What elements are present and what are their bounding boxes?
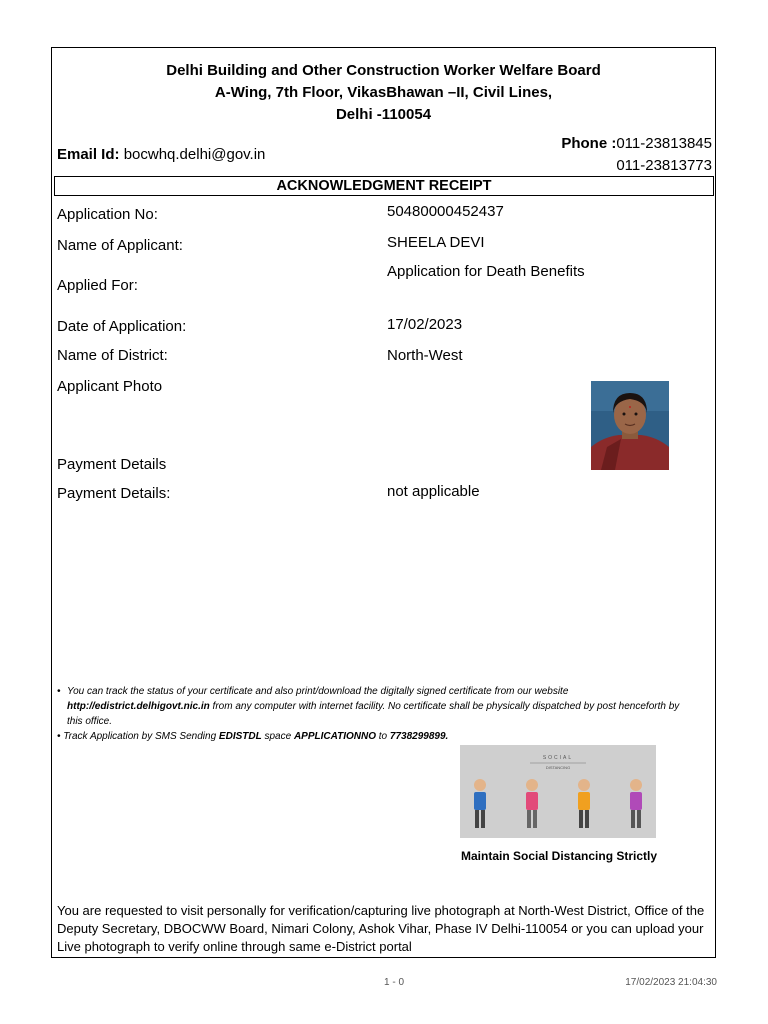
applicant-name-label: Name of Applicant: <box>57 237 183 254</box>
receipt-title: ACKNOWLEDGMENT RECEIPT <box>54 176 714 196</box>
print-timestamp: 17/02/2023 21:04:30 <box>625 977 717 988</box>
org-address-line1: A-Wing, 7th Floor, VikasBhawan –II, Civil Lines, <box>214 84 553 101</box>
sms-keyword: EDISTDL <box>218 731 262 742</box>
sms-number: 7738299899. <box>389 731 449 742</box>
email-label: Email Id: <box>57 146 120 163</box>
tracking-note-line3: this office. <box>67 716 113 727</box>
applied-for-label: Applied For: <box>57 277 138 294</box>
tracking-note-line1: You can track the status of your certificate and also print/download the digitally signed certificate from our website <box>67 686 569 697</box>
district-label: Name of District: <box>57 347 168 364</box>
app-no-value: 50480000452437 <box>387 203 504 220</box>
page-number: 1 - 0 <box>384 977 405 988</box>
date-label: Date of Application: <box>57 318 187 335</box>
email-row <box>57 146 265 163</box>
app-no-label: Application No: <box>57 206 158 223</box>
sms-appno: APPLICATIONNO <box>293 731 376 742</box>
payment-value: not applicable <box>387 483 480 500</box>
applied-for-value: Application for Death Benefits <box>387 263 585 280</box>
phone-row <box>561 135 712 152</box>
date-value: 17/02/2023 <box>387 316 463 333</box>
social-distancing-image <box>460 745 656 838</box>
tracking-note <box>67 684 713 729</box>
tracking-note-line2: http://edistrict.delhigovt.nic.in from any computer with internet facility. No certificate shall be physically dispatched by post henceforth by <box>67 701 680 712</box>
distancing-text: DISTANCING <box>545 765 571 770</box>
phone-value-2: 011-23813773 <box>616 157 712 174</box>
social-distancing-caption: Maintain Social Distancing Strictly <box>461 849 658 863</box>
applicant-photo <box>591 381 669 470</box>
website-link[interactable]: http://edistrict.delhigovt.nic.in <box>67 701 210 712</box>
payment-label: Payment Details: <box>57 485 171 502</box>
payment-heading: Payment Details <box>57 456 167 473</box>
phone-label: Phone : <box>561 135 617 152</box>
applicant-photo-label: Applicant Photo <box>57 378 163 395</box>
email-value: bocwhq.delhi@gov.in <box>123 146 266 163</box>
sms-note: • Track Application by SMS Sending EDISTDL space APPLICATIONNO to 7738299899. <box>57 731 449 742</box>
bullet-icon: • <box>57 686 61 697</box>
social-text: SOCIAL <box>542 755 574 761</box>
district-value: North-West <box>387 347 463 364</box>
org-address-line2: Delhi -110054 <box>335 106 432 123</box>
phone-value-1: 011-23813845 <box>616 135 712 152</box>
verification-instructions: You are requested to visit personally for verification/capturing live photograph at North-West District, Office of the Deputy Secretary, DBOCWW Board, Nimari Colony, Ashok Vihar, Phase IV Delhi-110054 or you can upload your Live photograph to verify online through same e-District portal <box>57 903 705 954</box>
org-name: Delhi Building and Other Construction Worker Welfare Board <box>166 62 601 79</box>
applicant-name-value: SHEELA DEVI <box>387 234 485 251</box>
